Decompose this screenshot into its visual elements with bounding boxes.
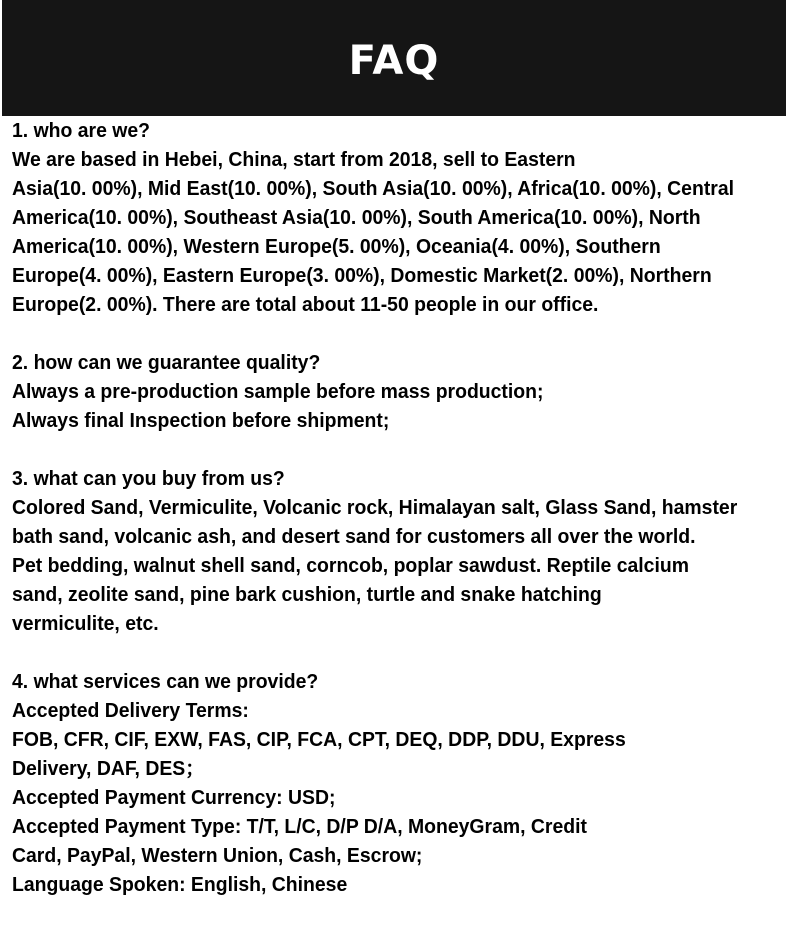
faq-answer-line: Asia(10. 00%), Mid East(10. 00%), South Asia(10. 00%), Africa(10. 00%), Central [12,178,735,200]
faq-answer-line: Delivery, DAF, DES； [12,758,205,780]
faq-question: 2. how can we guarantee quality? [12,352,321,374]
faq-section-who-are-we [12,117,761,320]
faq-answer-line: Pet bedding, walnut shell sand, corncob, poplar sawdust. Reptile calcium [12,555,689,577]
faq-answer-line: Accepted Payment Type: T/T, L/C, D/P D/A, MoneyGram, Credit [12,816,587,838]
faq-answer-line: America(10. 00%), Southeast Asia(10. 00%), South America(10. 00%), North [12,207,701,229]
faq-answer-line: sand, zeolite sand, pine bark cushion, turtle and snake hatching [12,584,602,606]
page-title: FAQ [348,38,440,84]
faq-answer-line: Accepted Delivery Terms: [12,700,249,722]
faq-content [12,117,761,929]
faq-answer-line: We are based in Hebei, China, start from 2018, sell to Eastern [12,149,576,171]
faq-answer-line: Language Spoken: English, Chinese [12,874,348,896]
faq-question: 1. who are we? [12,120,150,142]
faq-answer-line: Always a pre-production sample before mass production; [12,381,544,403]
faq-answer-line: America(10. 00%), Western Europe(5. 00%), Oceania(4. 00%), Southern [12,236,661,258]
faq-section-quality [12,349,761,436]
faq-answer-line: Always final Inspection before shipment; [12,410,390,432]
faq-section-services [12,668,761,900]
faq-answer-line: Europe(2. 00%). There are total about 11-50 people in our office. [12,294,599,316]
faq-answer-line: vermiculite, etc. [12,613,159,635]
faq-answer-line: bath sand, volcanic ash, and desert sand for customers all over the world. [12,526,696,548]
faq-answer-line: Accepted Payment Currency: USD; [12,787,336,809]
faq-answer-line: Europe(4. 00%), Eastern Europe(3. 00%), Domestic Market(2. 00%), Northern [12,265,712,287]
faq-question: 3. what can you buy from us? [12,468,285,490]
faq-answer-line: Colored Sand, Vermiculite, Volcanic rock, Himalayan salt, Glass Sand, hamster [12,497,738,519]
faq-answer-line: FOB, CFR, CIF, EXW, FAS, CIP, FCA, CPT, DEQ, DDP, DDU, Express [12,729,626,751]
faq-question: 4. what services can we provide? [12,671,319,693]
faq-section-products [12,465,761,639]
faq-answer-line: Card, PayPal, Western Union, Cash, Escrow; [12,845,423,867]
faq-header-bar [2,0,786,116]
